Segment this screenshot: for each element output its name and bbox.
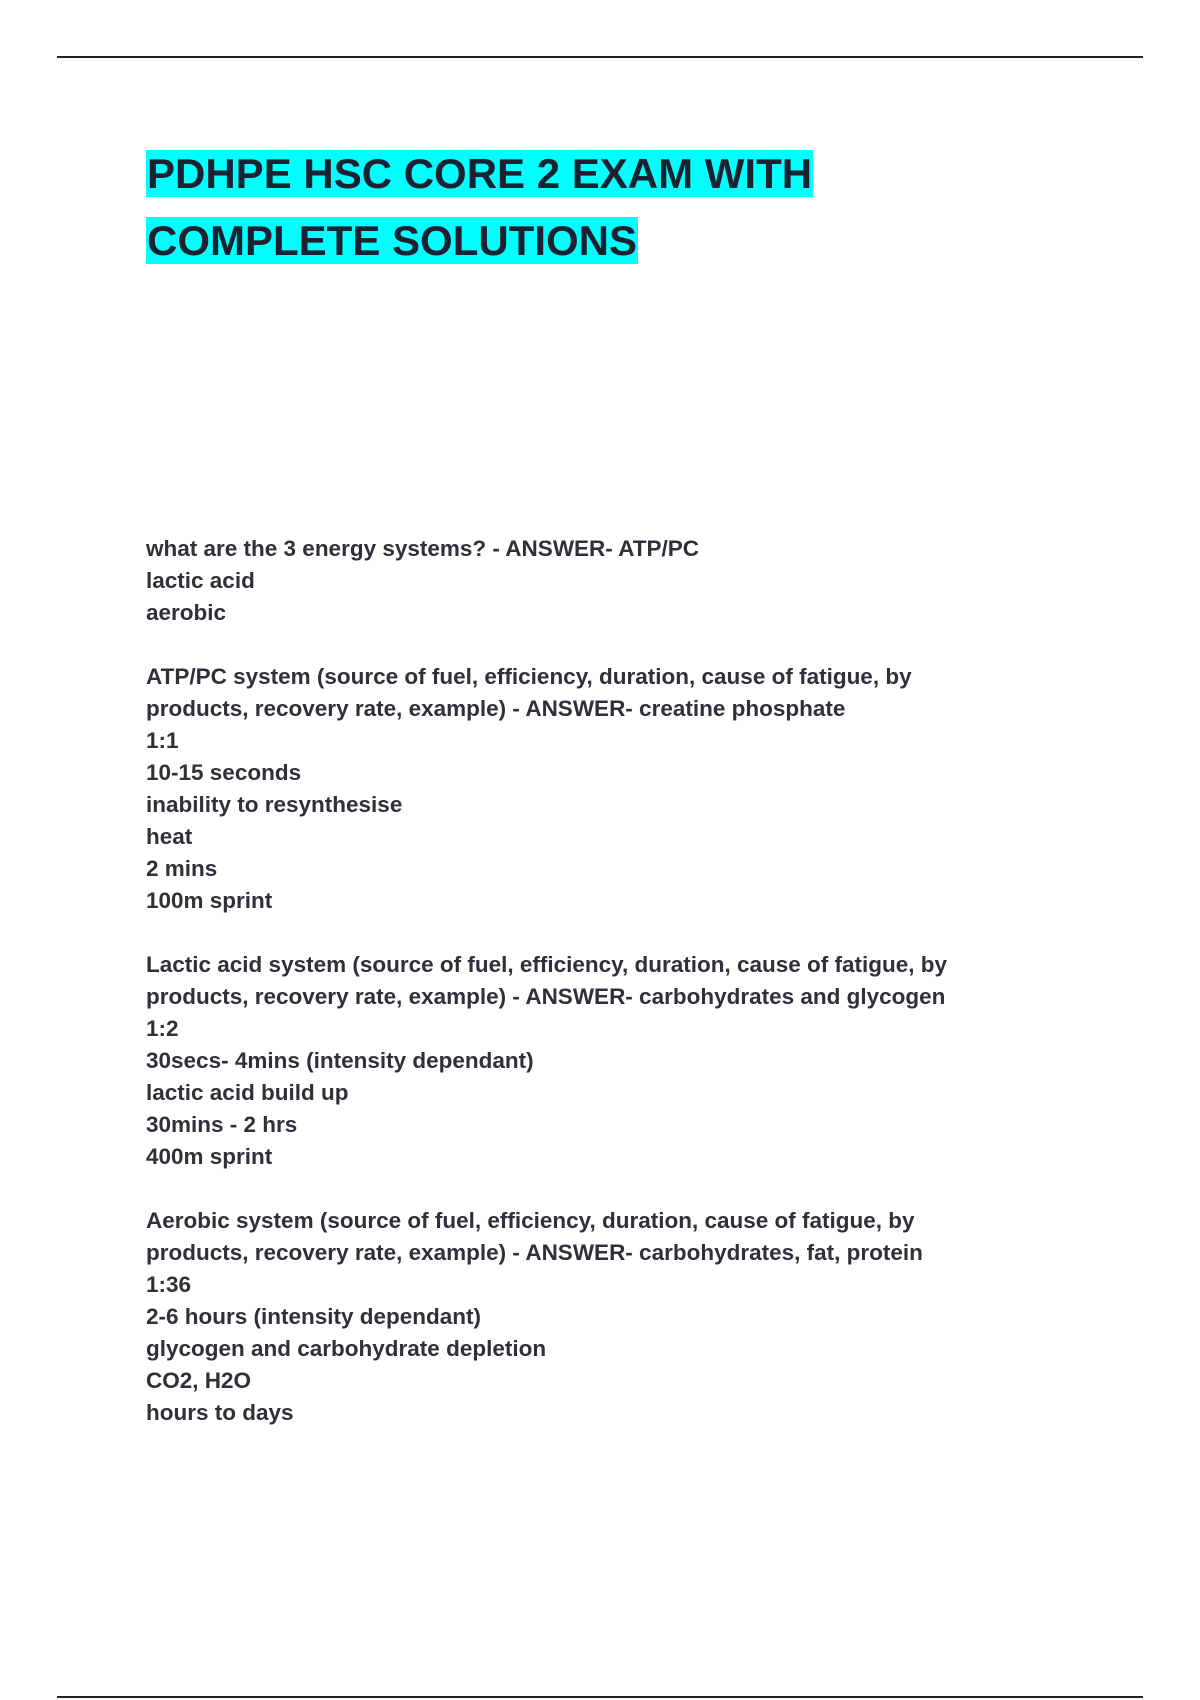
question-line: products, recovery rate, example) - ANSWER- carbohydrates, fat, protein	[146, 1240, 923, 1265]
question-line: products, recovery rate, example) - ANSWER- carbohydrates and glycogen	[146, 984, 946, 1009]
bottom-rule	[57, 1696, 1143, 1698]
question-line: Aerobic system (source of fuel, efficiency, duration, cause of fatigue, by	[146, 1208, 915, 1233]
answer-line: hours to days	[146, 1400, 294, 1425]
qa-entry	[146, 533, 1046, 629]
answer-line: 30mins - 2 hrs	[146, 1112, 298, 1137]
title-line-text: COMPLETE SOLUTIONS	[147, 217, 638, 264]
answer-line: 2 mins	[146, 856, 218, 881]
answer-line: lactic acid build up	[146, 1080, 349, 1105]
answer-line: 1:1	[146, 728, 179, 753]
answer-line: CO2, H2O	[146, 1368, 252, 1393]
title-line	[146, 207, 1046, 274]
answer-line: 1:2	[146, 1016, 179, 1041]
answer-line: 400m sprint	[146, 1144, 273, 1169]
answer-line: 10-15 seconds	[146, 760, 302, 785]
answer-line: heat	[146, 824, 193, 849]
answer-line: aerobic	[146, 600, 227, 625]
title-line	[146, 140, 1046, 207]
answer-line: 30secs- 4mins (intensity dependant)	[146, 1048, 534, 1073]
question-line: ATP/PC system (source of fuel, efficiency, duration, cause of fatigue, by	[146, 664, 912, 689]
answer-line: 1:36	[146, 1272, 192, 1297]
qa-entry	[146, 1205, 1046, 1429]
answer-line: 100m sprint	[146, 888, 273, 913]
top-rule	[57, 56, 1143, 58]
answer-line: inability to resynthesise	[146, 792, 403, 817]
question-line: what are the 3 energy systems? - ANSWER- ATP/PC	[146, 536, 700, 561]
answer-line: glycogen and carbohydrate depletion	[146, 1336, 547, 1361]
qa-entry	[146, 949, 1046, 1173]
qa-list	[146, 533, 1046, 1461]
question-line: products, recovery rate, example) - ANSWER- creatine phosphate	[146, 696, 846, 721]
answer-line: lactic acid	[146, 568, 255, 593]
answer-line: 2-6 hours (intensity dependant)	[146, 1304, 482, 1329]
qa-entry	[146, 661, 1046, 917]
title-line-text: PDHPE HSC CORE 2 EXAM WITH	[147, 150, 813, 197]
question-line: Lactic acid system (source of fuel, efficiency, duration, cause of fatigue, by	[146, 952, 948, 977]
document-title	[146, 140, 1046, 274]
